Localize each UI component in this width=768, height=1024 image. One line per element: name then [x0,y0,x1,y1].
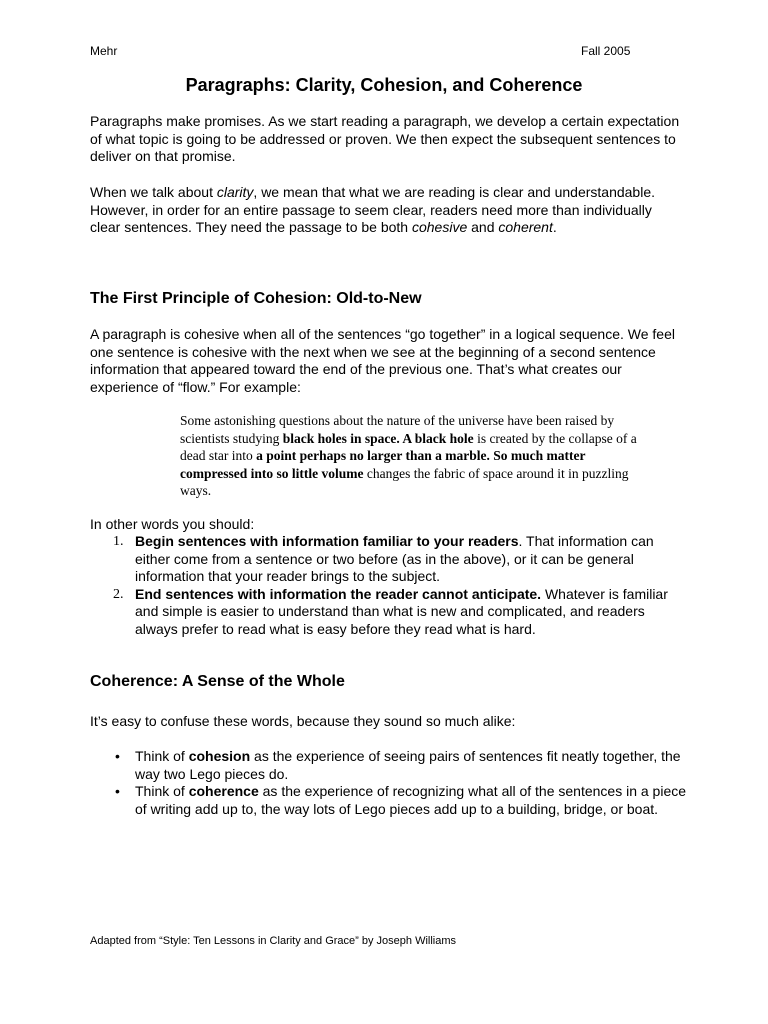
text-run: Some astonishing questions about the nature of the universe have been raised by scientists studying [180,413,615,446]
list-item [90,748,690,783]
list-item [90,533,690,586]
text-run: When we talk about [90,184,217,200]
text-run: Think of [135,783,189,799]
emphasis-coherent: coherent [498,219,553,235]
text-run: Whatever is familiar and simple is easier to understand than what is new and complicated, and readers always prefer to read what is easy before they read what is hard. [135,585,668,637]
text-run: and [467,219,499,235]
emphasis-clarity: clarity [216,184,254,200]
clarity-paragraph [90,184,680,237]
bold-run: Begin sentences with information familiar to your readers [135,533,519,549]
definitions-list [90,748,690,818]
intro-paragraph: Paragraphs make promises. As we start reading a paragraph, we develop a certain expectation of what topic is going to be addressed or proven. We then expect the subsequent sentences to deliver on that promise. [90,113,680,164]
bullet-icon: • [115,783,120,799]
header-term: Fall 2005 [581,44,631,58]
list-number: 2. [113,586,124,602]
text-run: Think of [135,748,189,764]
list-lead-text: In other words you should: [90,516,255,532]
principles-list [90,533,690,638]
bullet-icon: • [115,748,120,764]
section-heading-coherence: Coherence: A Sense of the Whole [90,673,345,690]
bold-run: coherence [188,783,259,799]
text-run: . [552,219,557,235]
text-run: as the experience of seeing pairs of sentences fit neatly together, the way two Lego pieces do. [135,748,681,782]
bold-run: End sentences with information the reader cannot anticipate. [135,585,542,602]
list-item [90,783,690,818]
example-quote [180,412,655,500]
footer-attribution: Adapted from “Style: Ten Lessons in Clarity and Grace” by Joseph Williams [90,935,457,947]
text-run: as the experience of recognizing what all of the sentences in a piece of writing add up to, the way lots of Lego pieces add up to a building, bridge, or boat. [135,783,687,817]
header-author: Mehr [90,44,118,58]
text-run: changes the fabric of space around it in puzzling ways. [180,465,629,498]
bold-run: black holes in space. A black hole [282,430,474,446]
cohesion-paragraph: A paragraph is cohesive when all of the sentences “go together” in a logical sequence. We feel one sentence is cohesive with the next when we see at the beginning of a second sentence information that appeared toward the end of the previous one. That’s what creates our experience of “flow.” For example: [90,326,675,395]
emphasis-cohesive: cohesive [411,219,468,235]
list-item [90,586,690,639]
list-number: 1. [113,534,124,549]
page-title: Paragraphs: Clarity, Cohesion, and Coherence [185,75,583,95]
coherence-paragraph: It’s easy to confuse these words, because they sound so much alike: [90,713,516,729]
text-run: is created by the collapse of a dead star into [180,430,637,463]
bold-run: a point perhaps no larger than a marble. So much matter compressed into so little volume [180,448,586,481]
section-heading-cohesion: The First Principle of Cohesion: Old-to-New [90,290,422,307]
text-run: , we mean that what we are reading is clear and understandable. However, in order for an entire passage to seem clear, readers need more than individually clear sentences. They need the passage to be both [90,184,655,235]
text-run: . That information can either come from a sentence or two before (as in the above), or it can be general information that your reader brings to the subject. [135,533,654,584]
bold-run: cohesion [188,748,251,764]
